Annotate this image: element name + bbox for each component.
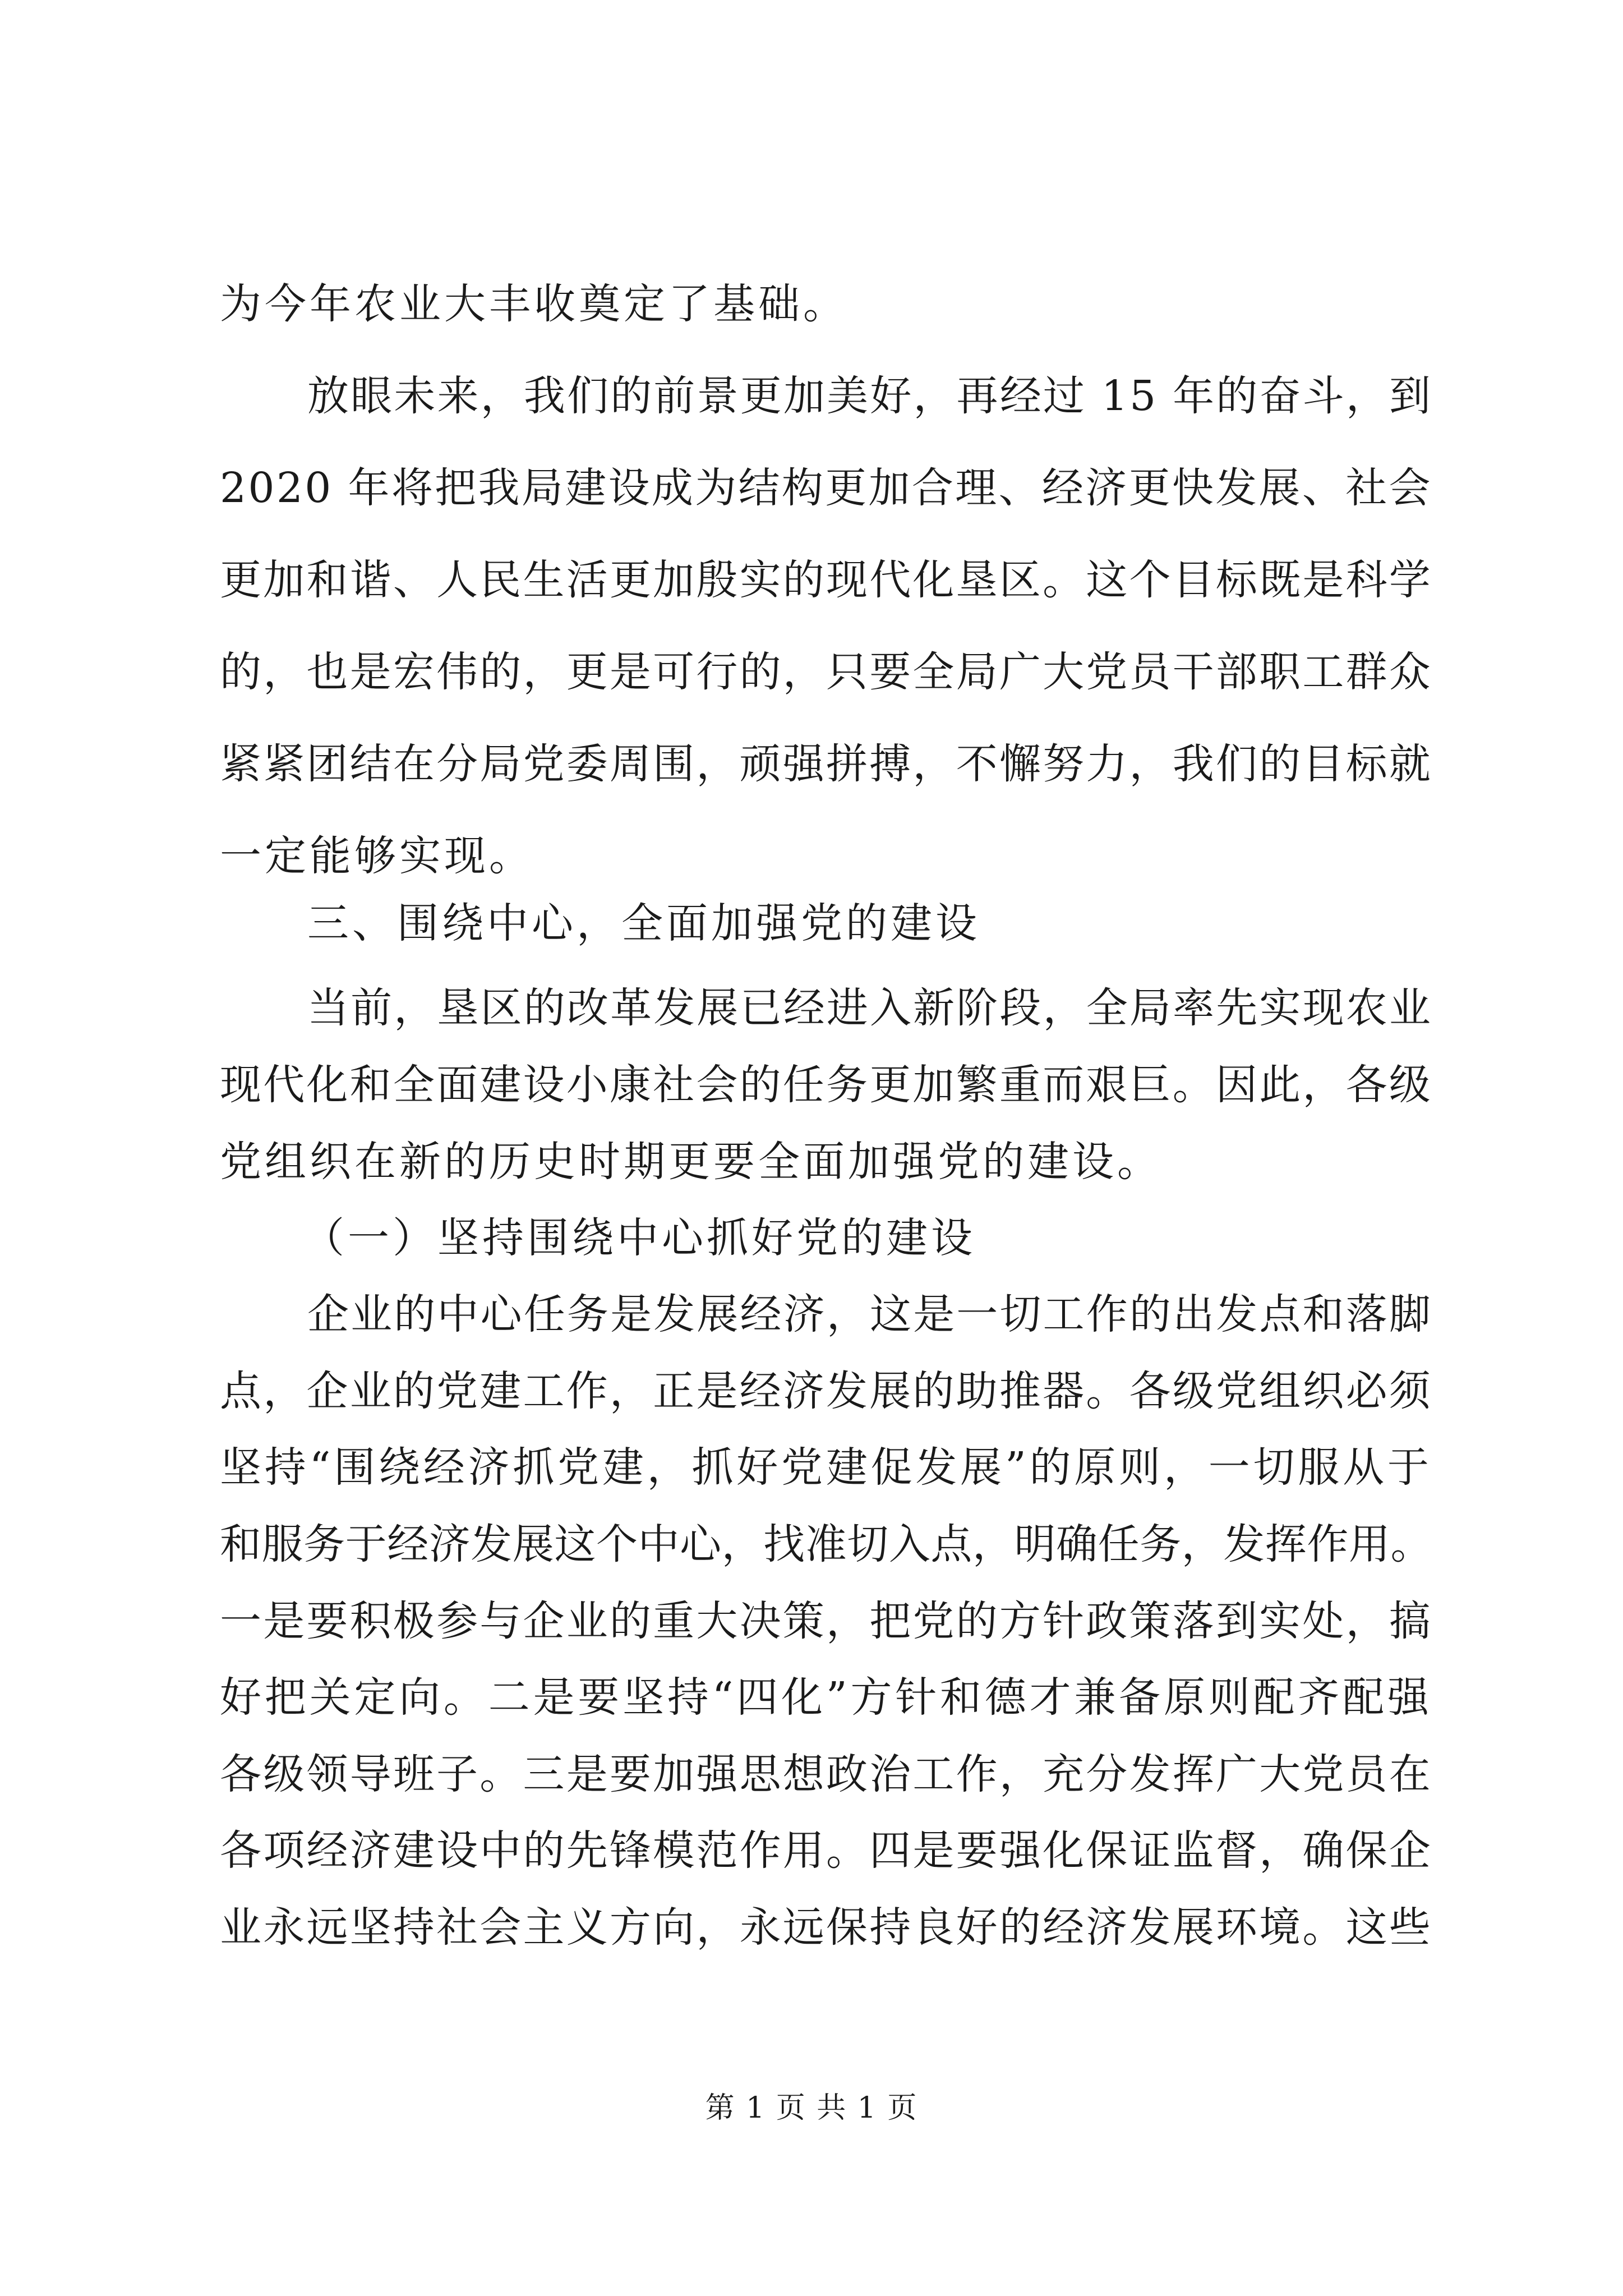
text-line: 为今年农业大丰收奠定了基础。: [220, 280, 848, 328]
text-line: 和服务于经济发展这个中心，找准切入点，明确任务，发挥作用。: [220, 1520, 1432, 1568]
text-line: 的，也是宏伟的，更是可行的，只要全局广大党员干部职工群众: [220, 648, 1432, 696]
text-line: 各级领导班子。三是要加强思想政治工作，充分发挥广大党员在: [220, 1750, 1432, 1798]
text-line: 一定能够实现。: [220, 832, 534, 880]
text-line: 2020 年将把我局建设成为结构更加合理、经济更快发展、社会: [220, 464, 1432, 512]
text-line: 党组织在新的历史时期更要全面加强党的建设。: [220, 1138, 1162, 1186]
section-heading: 三、围绕中心，全面加强党的建设: [307, 899, 980, 947]
text-line: 业永远坚持社会主义方向，永远保持良好的经济发展环境。这些: [220, 1903, 1432, 1952]
text-line: 坚持“围绕经济抓党建，抓好党建促发展”的原则，一切服从于: [220, 1443, 1432, 1492]
text-line: 好把关定向。二是要坚持“四化”方针和德才兼备原则配齐配强: [220, 1673, 1432, 1722]
paragraph-first-line: 当前，垦区的改革发展已经进入新阶段，全局率先实现农业: [307, 984, 1432, 1032]
paragraph-first-line: 企业的中心任务是发展经济，这是一切工作的出发点和落脚: [307, 1290, 1432, 1338]
page-footer: 第 1 页 共 1 页: [705, 2091, 918, 2125]
text-line: 紧紧团结在分局党委周围，顽强拼搏，不懈努力，我们的目标就: [220, 740, 1432, 788]
subsection-heading: （一）坚持围绕中心抓好党的建设: [303, 1214, 976, 1262]
text-line: 点，企业的党建工作，正是经济发展的助推器。各级党组织必须: [220, 1367, 1432, 1415]
paragraph-first-line: 放眼未来，我们的前景更加美好，再经过 15 年的奋斗，到: [307, 372, 1433, 420]
text-line: 各项经济建设中的先锋模范作用。四是要强化保证监督，确保企: [220, 1826, 1432, 1875]
text-line: 一是要积极参与企业的重大决策，把党的方针政策落到实处，搞: [220, 1597, 1432, 1645]
text-line: 更加和谐、人民生活更加殷实的现代化垦区。这个目标既是科学: [220, 556, 1432, 604]
text-line: 现代化和全面建设小康社会的任务更加繁重而艰巨。因此，各级: [220, 1061, 1432, 1109]
